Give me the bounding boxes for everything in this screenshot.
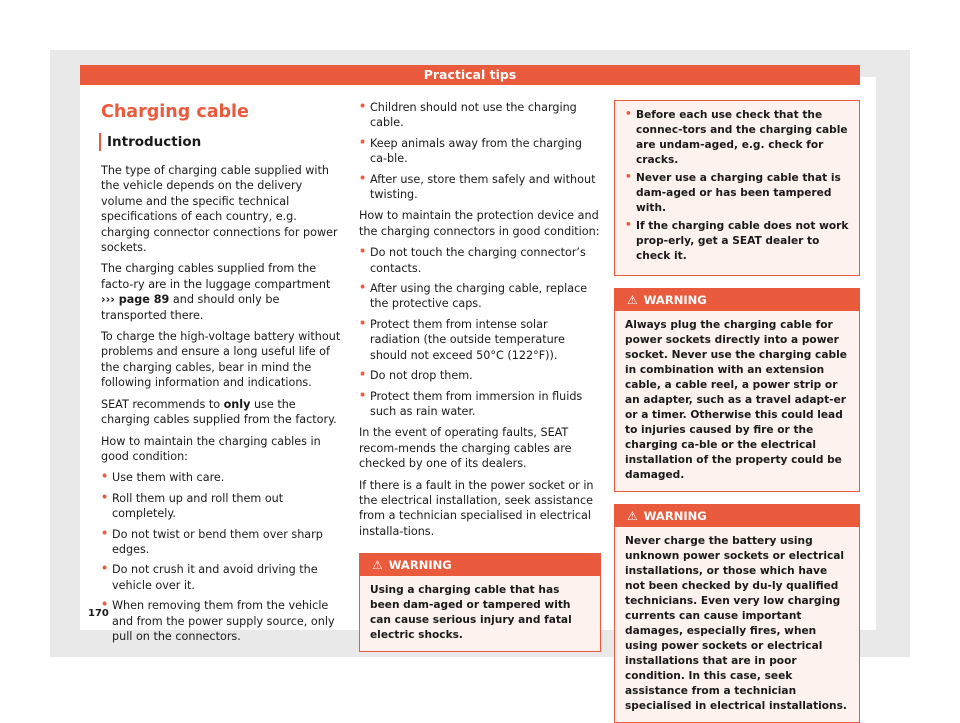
bullet-icon: • [359, 245, 367, 259]
section-header: Practical tips [80, 65, 860, 85]
warning-box [614, 504, 860, 723]
warning-triangle-icon: ⚠ [372, 558, 383, 573]
bullet-icon: • [101, 562, 109, 576]
bullet-list [625, 108, 849, 264]
paragraph: How to maintain the protection device and the charging connectors in good condition: [359, 209, 600, 238]
list-item: • If the charging cable does not work prop-erly, get a SEAT dealer to check it. [625, 219, 849, 262]
column-2 [359, 100, 601, 652]
warning-text: Using a charging cable that has been dam-aged or tampered with can cause serious injury and fatal electric shocks. [370, 584, 572, 642]
page-number: 170 [88, 608, 109, 619]
list-item: • Use them with care. [101, 470, 225, 485]
bullet-list [101, 470, 341, 644]
bullet-list [359, 100, 601, 202]
list-item: • Never use a charging cable that is dam-aged or has been tampered with. [625, 171, 841, 214]
section-title: Charging cable [101, 102, 249, 122]
paragraph: In the event of operating faults, SEAT recom-mends the charging cables are checked by one of its dealers. [359, 426, 572, 471]
list-item: • After using the charging cable, replace the protective caps. [359, 281, 588, 311]
page-reference-link[interactable]: ››› page 89 [101, 293, 170, 307]
list-item: • Keep animals away from the charging ca-ble. [359, 135, 582, 166]
bullet-icon: • [101, 470, 109, 484]
warning-text: Never charge the battery using unknown power sockets or electrical installations, or those which have not been checked by du-ly qualified technicians. Even very low charging currents can cause important damages, especially fires, when using power sockets or electrical installations that are in poor condition. In this case, seek assistance from a technician specialised in electrical installations. [625, 535, 847, 712]
paragraph: The charging cables supplied from the facto-ry are in the luggage compartment ››› page 89 and should only be transported there. [101, 262, 331, 322]
bullet-icon: • [101, 598, 109, 612]
warning-box [614, 288, 860, 492]
paragraph: If there is a fault in the power socket or in the electrical installation, seek assistance from a technician specialised in electrical installa-tions. [359, 478, 594, 538]
list-item: • Protect them from immersion in fluids such as rain water. [359, 388, 583, 418]
warning-box [359, 553, 601, 652]
bullet-icon: • [359, 281, 367, 295]
list-item: • Protect them from intense solar radiation (the outside temperature should not exceed 50°C (122°F)). [359, 316, 565, 362]
paragraph: The type of charging cable supplied with the vehicle depends on the delivery volume and the specific technical specifications of each country, e.g. charging connector connections for power sockets. [101, 164, 338, 255]
list-item: • Roll them up and roll them out completely. [101, 490, 284, 521]
caution-box [614, 100, 860, 276]
list-item: • Do not twist or bend them over sharp edges. [101, 526, 323, 556]
bullet-icon: • [359, 135, 367, 149]
bullet-list [359, 245, 601, 419]
bullet-icon: • [359, 368, 367, 382]
bullet-icon: • [101, 526, 109, 540]
warning-header: ⚠ WARNING [615, 505, 859, 527]
bullet-icon: • [359, 171, 367, 185]
bullet-icon: • [625, 219, 632, 231]
bullet-icon: • [625, 171, 632, 183]
paragraph: To charge the high-voltage battery without problems and ensure a long useful life of the charging cables, bear in mind the following information and indications. [101, 330, 341, 390]
list-item: • When removing them from the vehicle and from the power supply source, only pull on the connectors. [101, 598, 335, 643]
list-item: • Do not crush it and avoid driving the vehicle over it. [101, 562, 318, 592]
list-item: • Before each use check that the connec-tors and the charging cable are undam-aged, e.g. check for cracks. [625, 108, 848, 166]
column-3 [614, 100, 860, 723]
list-item: • Do not touch the charging connector’s contacts. [359, 245, 586, 275]
subsection-title: Introduction [99, 133, 341, 151]
paragraph: SEAT recommends to only use the charging cables supplied from the factory. [101, 397, 337, 427]
bullet-icon: • [101, 490, 109, 504]
list-item: • Children should not use the charging cable. [359, 100, 577, 130]
bullet-icon: • [359, 388, 367, 402]
list-item: • After use, store them safely and without twisting. [359, 171, 596, 202]
list-item: • Do not drop them. [359, 368, 473, 383]
warning-triangle-icon: ⚠ [627, 509, 638, 523]
warning-header: ⚠ WARNING [360, 554, 600, 576]
bullet-icon: • [625, 108, 632, 120]
bullet-icon: • [359, 316, 367, 330]
paragraph: How to maintain the charging cables in good condition: [101, 434, 321, 463]
bullet-icon: • [359, 100, 367, 113]
warning-header: ⚠ WARNING [615, 289, 859, 311]
column-1 [101, 100, 341, 650]
warning-triangle-icon: ⚠ [627, 293, 638, 307]
warning-text: Always plug the charging cable for power sockets directly into a power socket. Never use the charging cable in combination with an extension cable, a cable reel, a power strip or an adapter, such as a travel adapt-er or a timer. Otherwise this could lead to injuries caused by fire or the charging ca-ble or the electrical installation of the property could be damaged. [625, 319, 847, 481]
